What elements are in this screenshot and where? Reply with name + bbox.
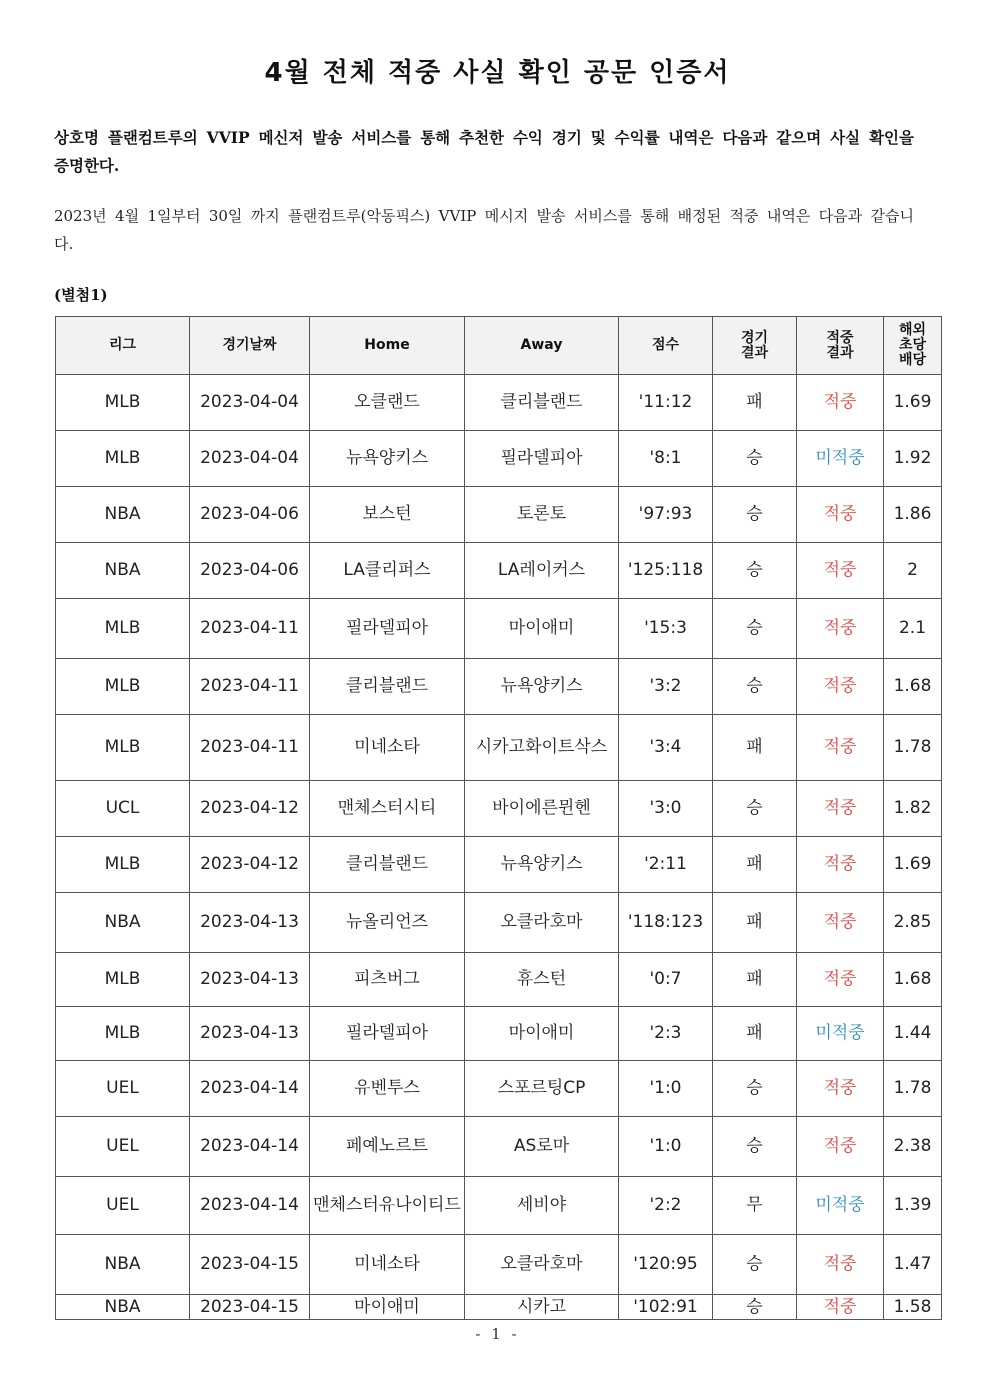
cell-league: MLB — [56, 715, 190, 781]
header-league: 리그 — [56, 317, 190, 375]
cell-away: 세비야 — [465, 1177, 619, 1235]
cell-date: 2023-04-13 — [190, 893, 310, 953]
cell-game-result: 승 — [713, 599, 797, 659]
cell-score: '15:3 — [619, 599, 713, 659]
cell-game-result: 패 — [713, 375, 797, 431]
cell-home: 뉴올리언즈 — [310, 893, 465, 953]
cell-home: 유벤투스 — [310, 1061, 465, 1117]
cell-away: 휴스턴 — [465, 953, 619, 1007]
cell-away: 오클라호마 — [465, 893, 619, 953]
cell-home: 맨체스터시티 — [310, 781, 465, 837]
cell-odds: 1.82 — [884, 781, 942, 837]
cell-pick-result: 적중 — [797, 837, 884, 893]
cell-pick-result: 적중 — [797, 715, 884, 781]
cell-date: 2023-04-14 — [190, 1117, 310, 1177]
cell-date: 2023-04-12 — [190, 837, 310, 893]
cell-game-result: 승 — [713, 1117, 797, 1177]
cell-game-result: 승 — [713, 1235, 797, 1295]
cell-odds: 1.68 — [884, 953, 942, 1007]
cell-score: '2:11 — [619, 837, 713, 893]
header-odds: 해외 초당 배당 — [884, 317, 942, 375]
cell-away: 토론토 — [465, 487, 619, 543]
cell-away: 뉴욕양키스 — [465, 837, 619, 893]
cell-score: '120:95 — [619, 1235, 713, 1295]
cell-game-result: 승 — [713, 543, 797, 599]
cell-league: MLB — [56, 599, 190, 659]
cell-away: 마이애미 — [465, 599, 619, 659]
cell-odds: 1.78 — [884, 715, 942, 781]
table-row — [56, 837, 942, 893]
cell-away: 시카고 — [465, 1295, 619, 1320]
cell-home: 미네소타 — [310, 1235, 465, 1295]
cell-pick-result: 적중 — [797, 1235, 884, 1295]
document-title: 4월 전체 적중 사실 확인 공문 인증서 — [264, 58, 731, 88]
cell-league: NBA — [56, 487, 190, 543]
cell-date: 2023-04-11 — [190, 599, 310, 659]
cell-score: '8:1 — [619, 431, 713, 487]
cell-date: 2023-04-04 — [190, 431, 310, 487]
cell-home: 미네소타 — [310, 715, 465, 781]
cell-pick-result: 적중 — [797, 543, 884, 599]
cell-league: UEL — [56, 1061, 190, 1117]
cell-score: '3:0 — [619, 781, 713, 837]
cell-game-result: 승 — [713, 1061, 797, 1117]
cell-game-result: 승 — [713, 659, 797, 715]
cell-date: 2023-04-15 — [190, 1295, 310, 1320]
cell-game-result: 패 — [713, 837, 797, 893]
cell-date: 2023-04-04 — [190, 375, 310, 431]
header-home: Home — [310, 317, 465, 375]
cell-league: UCL — [56, 781, 190, 837]
cell-odds: 1.39 — [884, 1177, 942, 1235]
cell-pick-result: 적중 — [797, 953, 884, 1007]
cell-home: 맨체스터유나이티드 — [310, 1177, 465, 1235]
cell-away: 바이에른뮌헨 — [465, 781, 619, 837]
period-paragraph: 2023년 4월 1일부터 30일 까지 플랜컴트루(악동픽스) VVIP 메시지 발송 서비스를 통해 배정된 적중 내역은 다음과 같습니다. — [54, 207, 914, 253]
intro-paragraph: 상호명 플랜컴트루의 VVIP 메신저 발송 서비스를 통해 추천한 수익 경기 및 수익률 내역은 다음과 같으며 사실 확인을 증명한다. — [54, 128, 914, 175]
table-header-row — [56, 317, 942, 375]
cell-away: 시카고화이트삭스 — [465, 715, 619, 781]
cell-league: MLB — [56, 659, 190, 715]
cell-home: 뉴욕양키스 — [310, 431, 465, 487]
cell-game-result: 승 — [713, 431, 797, 487]
cell-date: 2023-04-15 — [190, 1235, 310, 1295]
header-away: Away — [465, 317, 619, 375]
cell-home: 클리블랜드 — [310, 837, 465, 893]
cell-league: MLB — [56, 953, 190, 1007]
cell-pick-result: 미적중 — [797, 1007, 884, 1061]
cell-pick-result: 적중 — [797, 1061, 884, 1117]
cell-date: 2023-04-11 — [190, 715, 310, 781]
table-row — [56, 659, 942, 715]
cell-odds: 1.69 — [884, 837, 942, 893]
cell-date: 2023-04-13 — [190, 1007, 310, 1061]
table-row — [56, 431, 942, 487]
cell-pick-result: 적중 — [797, 1295, 884, 1320]
cell-league: NBA — [56, 1235, 190, 1295]
cell-league: MLB — [56, 1007, 190, 1061]
cell-pick-result: 적중 — [797, 1117, 884, 1177]
cell-league: NBA — [56, 893, 190, 953]
cell-pick-result: 적중 — [797, 375, 884, 431]
cell-odds: 2.85 — [884, 893, 942, 953]
table-row — [56, 487, 942, 543]
cell-league: MLB — [56, 431, 190, 487]
table-row — [56, 599, 942, 659]
table-row — [56, 1117, 942, 1177]
cell-odds: 1.69 — [884, 375, 942, 431]
table-row — [56, 1007, 942, 1061]
cell-league: NBA — [56, 543, 190, 599]
cell-odds: 1.47 — [884, 1235, 942, 1295]
cell-home: 필라델피아 — [310, 599, 465, 659]
cell-score: '102:91 — [619, 1295, 713, 1320]
table-row — [56, 953, 942, 1007]
cell-score: '97:93 — [619, 487, 713, 543]
table-row — [56, 375, 942, 431]
table-row — [56, 893, 942, 953]
page-number: - 1 - — [475, 1325, 520, 1343]
header-game-result: 경기 결과 — [713, 317, 797, 375]
cell-game-result: 승 — [713, 781, 797, 837]
cell-score: '1:0 — [619, 1117, 713, 1177]
cell-score: '0:7 — [619, 953, 713, 1007]
cell-game-result: 무 — [713, 1177, 797, 1235]
cell-date: 2023-04-06 — [190, 543, 310, 599]
cell-pick-result: 적중 — [797, 487, 884, 543]
table-row — [56, 715, 942, 781]
cell-home: 페예노르트 — [310, 1117, 465, 1177]
cell-score: '3:4 — [619, 715, 713, 781]
cell-odds: 1.92 — [884, 431, 942, 487]
results-table — [55, 316, 942, 1320]
cell-game-result: 패 — [713, 715, 797, 781]
cell-league: UEL — [56, 1177, 190, 1235]
cell-league: MLB — [56, 837, 190, 893]
table-row — [56, 1061, 942, 1117]
cell-league: UEL — [56, 1117, 190, 1177]
cell-odds: 1.44 — [884, 1007, 942, 1061]
cell-game-result: 패 — [713, 1007, 797, 1061]
cell-date: 2023-04-13 — [190, 953, 310, 1007]
header-pick-result: 적중 결과 — [797, 317, 884, 375]
cell-game-result: 승 — [713, 1295, 797, 1320]
cell-date: 2023-04-06 — [190, 487, 310, 543]
cell-game-result: 승 — [713, 487, 797, 543]
cell-away: 마이애미 — [465, 1007, 619, 1061]
cell-away: 스포르팅CP — [465, 1061, 619, 1117]
cell-odds: 2 — [884, 543, 942, 599]
cell-score: '2:3 — [619, 1007, 713, 1061]
cell-home: 오클랜드 — [310, 375, 465, 431]
cell-odds: 1.58 — [884, 1295, 942, 1320]
cell-home: 마이애미 — [310, 1295, 465, 1320]
table-row — [56, 1235, 942, 1295]
table-row — [56, 1295, 942, 1320]
cell-date: 2023-04-12 — [190, 781, 310, 837]
cell-game-result: 패 — [713, 893, 797, 953]
cell-home: LA클리퍼스 — [310, 543, 465, 599]
cell-game-result: 패 — [713, 953, 797, 1007]
annex-label: (별첨1) — [54, 286, 108, 304]
cell-league: NBA — [56, 1295, 190, 1320]
cell-pick-result: 적중 — [797, 893, 884, 953]
cell-pick-result: 미적중 — [797, 1177, 884, 1235]
cell-score: '2:2 — [619, 1177, 713, 1235]
cell-pick-result: 적중 — [797, 781, 884, 837]
header-date: 경기날짜 — [190, 317, 310, 375]
cell-home: 필라델피아 — [310, 1007, 465, 1061]
cell-league: MLB — [56, 375, 190, 431]
cell-date: 2023-04-11 — [190, 659, 310, 715]
table-row — [56, 1177, 942, 1235]
cell-pick-result: 적중 — [797, 599, 884, 659]
cell-date: 2023-04-14 — [190, 1061, 310, 1117]
cell-odds: 2.38 — [884, 1117, 942, 1177]
cell-away: 클리블랜드 — [465, 375, 619, 431]
cell-home: 보스턴 — [310, 487, 465, 543]
cell-pick-result: 적중 — [797, 659, 884, 715]
cell-odds: 2.1 — [884, 599, 942, 659]
cell-odds: 1.86 — [884, 487, 942, 543]
cell-away: AS로마 — [465, 1117, 619, 1177]
cell-odds: 1.78 — [884, 1061, 942, 1117]
cell-away: LA레이커스 — [465, 543, 619, 599]
cell-home: 피츠버그 — [310, 953, 465, 1007]
table-row — [56, 543, 942, 599]
cell-away: 오클라호마 — [465, 1235, 619, 1295]
cell-score: '118:123 — [619, 893, 713, 953]
table-row — [56, 781, 942, 837]
cell-away: 필라델피아 — [465, 431, 619, 487]
cell-date: 2023-04-14 — [190, 1177, 310, 1235]
header-score: 점수 — [619, 317, 713, 375]
cell-score: '3:2 — [619, 659, 713, 715]
cell-score: '1:0 — [619, 1061, 713, 1117]
cell-score: '125:118 — [619, 543, 713, 599]
cell-odds: 1.68 — [884, 659, 942, 715]
cell-pick-result: 미적중 — [797, 431, 884, 487]
cell-score: '11:12 — [619, 375, 713, 431]
cell-away: 뉴욕양키스 — [465, 659, 619, 715]
cell-home: 클리블랜드 — [310, 659, 465, 715]
